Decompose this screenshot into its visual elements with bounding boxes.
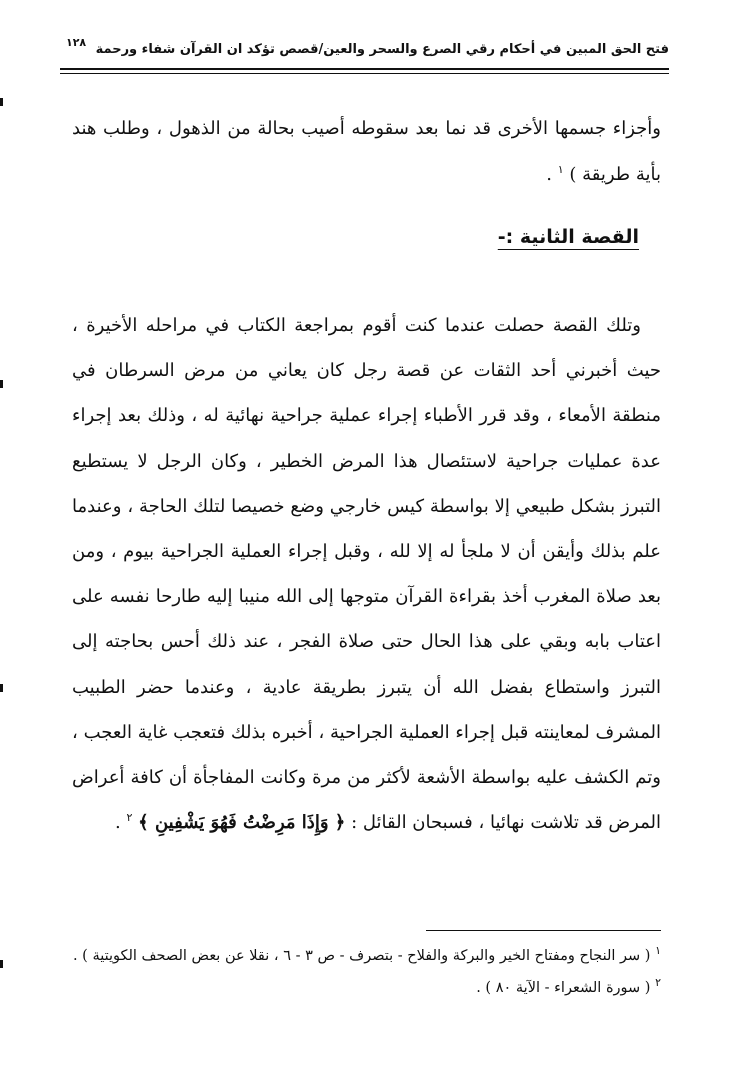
- footnote-1: [72, 940, 661, 972]
- paragraph-end: .: [546, 164, 558, 185]
- paragraph-text: وتلك القصة حصلت عندما كنت أقوم بمراجعة الكتاب في مراحله الأخيرة ، حيث أخبرني أحد الثقات عن قصة رجل كان يعاني من مرض السرطان في منطقة الأمعاء ، وقد قرر الأطباء إجراء عملية جراحية نهائية له ، وذلك بعد إجراء عدة عمليات جراحية لاستئصال هذا المرض الخطير ، وكان الرجل لا يستطيع التبرز بشكل طبيعي إلا بواسطة كيس خارجي وضع خصيصا لتلك الحاجة ، وعندما علم بذلك وأيقن أن لا ملجأ له إلا لله ، وقبل إجراء العملية الجراحية بيوم ، ومن بعد صلاة المغرب أخذ بقراءة القرآن متوجها إلى الله منيبا إليه طارحا نفسه على اعتاب بابه وبقي على هذا الحال حتى صلاة الفجر ، عند ذلك أحس بحاجته إلى التبرز واستطاع بفضل الله أن يتبرز بطريقة عادية ، وعندما حضر الطبيب المشرف لمعاينته قبل إجراء العملية الجراحية ، أخبره بذلك فتعجب غاية العجب ، وتم الكشف عليه بواسطة الأشعة لأكثر من مرة وكانت المفاجأة أن كافة أعراض المرض قد تلاشت نهائيا ، فسبحان القائل :: [72, 315, 661, 834]
- footnote-marker: ٢: [655, 976, 661, 990]
- scan-margin-mark: [0, 98, 3, 106]
- scan-margin-mark: [0, 960, 3, 968]
- footnote-2: [72, 972, 661, 1004]
- story-paragraph: [72, 303, 661, 845]
- footnote-marker: ١: [655, 944, 661, 958]
- paragraph-continuation: [72, 106, 661, 198]
- footnotes: [72, 940, 661, 1004]
- paragraph-end: .: [115, 812, 127, 834]
- footnote-ref-1[interactable]: ١: [557, 163, 564, 176]
- scan-margin-mark: [0, 684, 3, 692]
- header-rule: [60, 68, 669, 70]
- header-rule-thin: [60, 73, 669, 74]
- footnote-text: ( سورة الشعراء - الآية ٨٠ ) .: [476, 980, 651, 996]
- page-header: [60, 28, 669, 74]
- footnote-text: ( سر النجاح ومفتاح الخير والبركة والفلاح - بتصرف - ص ٣ - ٦ ، نقلا عن بعض الصحف الكويتية ) .: [72, 948, 651, 964]
- running-title: فتح الحق المبين في أحكام رقي الصرع والسحر والعين/قصص تؤكد ان القرآن شفاء ورحمة: [95, 42, 669, 57]
- page-number: ١٢٨: [66, 36, 87, 49]
- paragraph-text: وأجزاء جسمها الأخرى قد نما بعد سقوطه أصيب بحالة من الذهول ، وطلب هند بأية طريقة ): [72, 118, 661, 185]
- footnote-separator: [426, 930, 661, 931]
- quran-verse: ﴿ وَإِذَا مَرِضْتُ فَهُوَ يَشْفِينِ ﴾: [138, 812, 346, 834]
- scan-margin-mark: [0, 380, 3, 388]
- section-heading: القصة الثانية :-: [497, 226, 639, 248]
- footnote-ref-2[interactable]: ٢: [126, 811, 133, 825]
